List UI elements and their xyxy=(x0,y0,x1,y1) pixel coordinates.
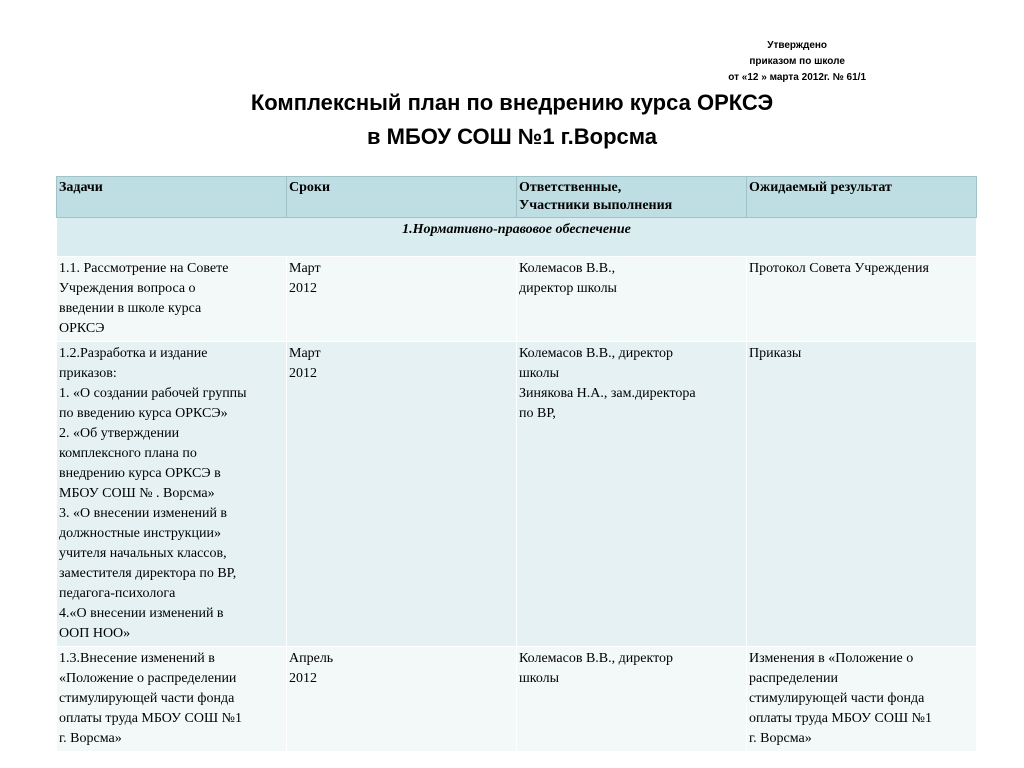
cell-line: 1.1. Рассмотрение на Совете xyxy=(59,261,229,276)
approval-stamp xyxy=(728,38,866,86)
header-responsible-line-1: Ответственные, xyxy=(519,180,622,195)
cell-line: школы xyxy=(519,671,560,686)
cell-line: г. Ворсма» xyxy=(59,731,122,746)
header-responsible xyxy=(517,177,747,218)
table-row xyxy=(57,647,977,752)
cell-line: по ВР, xyxy=(519,406,556,421)
cell-term xyxy=(287,647,517,752)
section-title: 1.Нормативно-правовое обеспечение xyxy=(57,218,977,257)
cell-responsible xyxy=(517,647,747,752)
table-header-row xyxy=(57,177,977,218)
cell-line: 4.«О внесении изменений в xyxy=(59,606,224,621)
cell-line: 2012 xyxy=(289,671,317,686)
cell-responsible xyxy=(517,257,747,342)
cell-line: Учреждения вопроса о xyxy=(59,281,196,296)
cell-line: Зинякова Н.А., зам.директора xyxy=(519,386,696,401)
cell-line: по введению курса ОРКСЭ» xyxy=(59,406,228,421)
cell-line: комплексного плана по xyxy=(59,446,197,461)
plan-table xyxy=(56,176,977,752)
cell-result xyxy=(747,257,977,342)
cell-line: директор школы xyxy=(519,281,617,296)
cell-line: ООП НОО» xyxy=(59,626,131,641)
cell-line: Колемасов В.В., директор xyxy=(519,651,674,666)
cell-line: Апрель xyxy=(289,651,334,666)
cell-line: оплаты труда МБОУ СОШ №1 xyxy=(59,711,242,726)
cell-line: г. Ворсма» xyxy=(749,731,812,746)
cell-line: 2012 xyxy=(289,366,317,381)
cell-line: школы xyxy=(519,366,560,381)
cell-task xyxy=(57,647,287,752)
approval-line-1: Утверждено xyxy=(767,40,828,51)
cell-line: Протокол Совета Учреждения xyxy=(749,261,929,276)
cell-line: Март xyxy=(289,261,321,276)
cell-line: должностные инструкции» xyxy=(59,526,221,541)
cell-line: педагога-психолога xyxy=(59,586,176,601)
cell-line: МБОУ СОШ № . Ворсма» xyxy=(59,486,215,501)
header-tasks: Задачи xyxy=(57,177,287,218)
cell-line: учителя начальных классов, xyxy=(59,546,227,561)
header-terms: Сроки xyxy=(287,177,517,218)
cell-line: 2012 xyxy=(289,281,317,296)
cell-line: 1. «О создании рабочей группы xyxy=(59,386,247,401)
cell-line: заместителя директора по ВР, xyxy=(59,566,237,581)
cell-line: Приказы xyxy=(749,346,802,361)
table-row xyxy=(57,342,977,647)
cell-task xyxy=(57,342,287,647)
header-result: Ожидаемый результат xyxy=(747,177,977,218)
cell-line: приказов: xyxy=(59,366,117,381)
cell-line: введении в школе курса xyxy=(59,301,202,316)
title-line-2: в МБОУ СОШ №1 г.Ворсма xyxy=(367,124,657,149)
approval-line-3: от «12 » марта 2012г. № 61/1 xyxy=(728,72,866,83)
cell-line: оплаты труда МБОУ СОШ №1 xyxy=(749,711,932,726)
table-row xyxy=(57,257,977,342)
cell-term xyxy=(287,342,517,647)
cell-responsible xyxy=(517,342,747,647)
cell-line: стимулирующей части фонда xyxy=(59,691,235,706)
cell-line: 1.3.Внесение изменений в xyxy=(59,651,215,666)
cell-line: внедрению курса ОРКСЭ в xyxy=(59,466,221,481)
cell-term xyxy=(287,257,517,342)
cell-line: 1.2.Разработка и издание xyxy=(59,346,208,361)
header-responsible-line-2: Участники выполнения xyxy=(519,198,673,213)
cell-line: 3. «О внесении изменений в xyxy=(59,506,228,521)
cell-line: стимулирующей части фонда xyxy=(749,691,925,706)
cell-task xyxy=(57,257,287,342)
section-row xyxy=(57,218,977,257)
approval-line-2: приказом по школе xyxy=(749,56,845,67)
page-title xyxy=(0,86,1024,154)
cell-line: 2. «Об утверждении xyxy=(59,426,180,441)
cell-result xyxy=(747,342,977,647)
cell-line: «Положение о распределении xyxy=(59,671,237,686)
cell-result xyxy=(747,647,977,752)
cell-line: Март xyxy=(289,346,321,361)
cell-line: Изменения в «Положение о xyxy=(749,651,914,666)
title-line-1: Комплексный план по внедрению курса ОРКСЭ xyxy=(250,90,774,115)
cell-line: ОРКСЭ xyxy=(59,321,105,336)
cell-line: Колемасов В.В., xyxy=(519,261,616,276)
cell-line: Колемасов В.В., директор xyxy=(519,346,674,361)
cell-line: распределении xyxy=(749,671,838,686)
